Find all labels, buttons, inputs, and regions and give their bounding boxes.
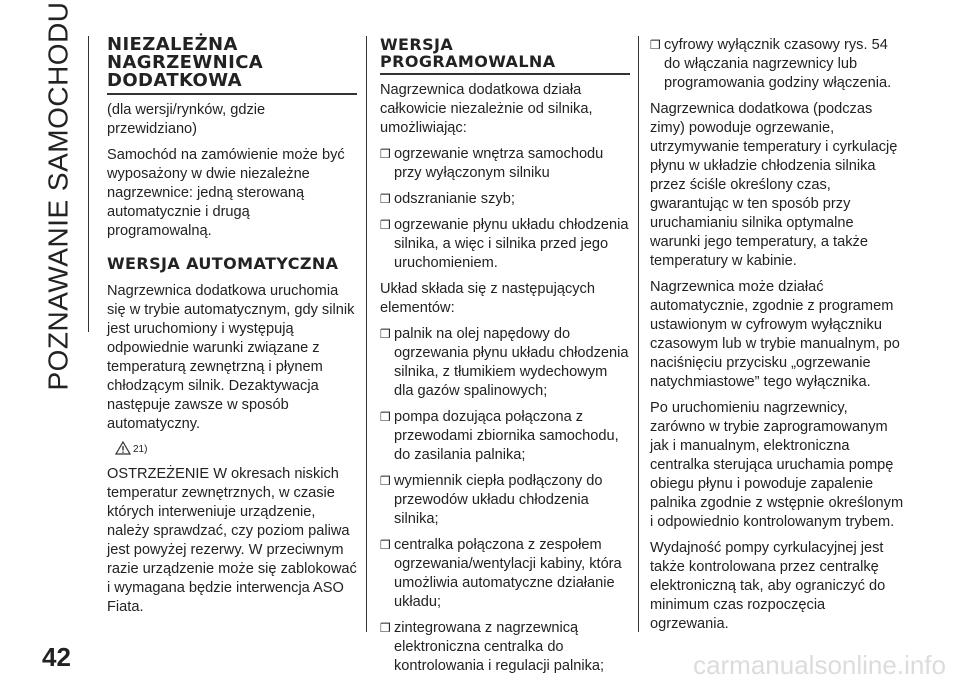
list-item-text: zintegrowana z nagrzewnicą elektroniczna centralka do kontrolowania i regulacji palnika; (394, 619, 605, 674)
checkbox-bullet-icon: ❒ (380, 217, 391, 232)
components-list (380, 325, 630, 676)
column-divider-2 (638, 36, 639, 632)
warning-reference (115, 441, 357, 455)
warning-triangle-icon (115, 441, 131, 455)
list-item (380, 408, 630, 465)
checkbox-bullet-icon: ❒ (380, 537, 391, 552)
checkbox-bullet-icon: ❒ (380, 146, 391, 161)
title-underline (107, 93, 357, 95)
side-divider (88, 36, 89, 332)
paragraph: Po uruchomieniu nagrzewnicy, zarówno w trybie zaprogramowanym jak i manualnym, elektroniczna centralka sterująca uruchamia pompę obiegu płynu i powoduje zapalenie palnika zgodnie z wstępnie określonym i odpowiednio kontrolowanym trybem. (650, 400, 904, 530)
list-item-text: palnik na olej napędowy do ogrzewania płynu układu chłodzenia silnika, z tłumikiem wydechowym dla gazów spalinowych; (394, 325, 629, 399)
intro-paragraph: Samochód na zamówienie może być wyposażony w dwie niezależne nagrzewnice: jedną sterowaną automatycznie i drugą programowalną. (107, 146, 345, 239)
programmable-intro: Nagrzewnica dodatkowa działa całkowicie niezależnie od silnika, umożliwiając: (380, 81, 593, 136)
page-number: 42 (42, 642, 71, 672)
column-left (107, 36, 357, 624)
list-item-text: cyfrowy wyłącznik czasowy rys. 54 do włączania nagrzewnicy lub programowania godziny włączenia. (664, 37, 892, 91)
list-item-text: odszranianie szyb; (394, 190, 515, 207)
programmable-version-heading: WERSJA PROGRAMOWALNA (380, 35, 556, 71)
list-item (650, 36, 906, 93)
availability-note: (dla wersji/rynków, gdzie przewidziano) (107, 101, 266, 137)
paragraph: Nagrzewnica dodatkowa (podczas zimy) powoduje ogrzewanie, utrzymywanie temperatury i cyrkulację płynu w układzie chłodzenia silnika przez ściśle określony czas, gwarantując w ten sposób przy uruchamianiu silnika optymalne warunki jego temperatury, a także temperatury w kabinie. (650, 101, 898, 269)
list-item-text: wymiennik ciepła podłączony do przewodów układu chłodzenia silnika; (394, 472, 603, 527)
warning-reference-number: 21) (133, 443, 148, 455)
checkbox-bullet-icon: ❒ (380, 409, 391, 424)
list-item (380, 472, 630, 529)
column-middle (380, 36, 630, 683)
paragraph: Wydajność pompy cyrkulacyjnej jest także kontrolowana przez centralkę elektroniczną tak, aby ograniczyć do minimum czas rozpoczęcia ogrzewania. (650, 540, 886, 632)
column-divider-1 (366, 36, 367, 632)
list-item-text: ogrzewanie wnętrza samochodu przy wyłączonym silniku (394, 145, 604, 181)
components-intro: Układ składa się z następujących elementów: (380, 280, 595, 316)
paragraph: Nagrzewnica może działać automatycznie, zgodnie z programem ustawionym w cyfrowym wyłączniku czasowym lub w trybie manualnym, po naciśnięciu przycisku „ogrzewanie natychmiastowe” tego wyłącznika. (650, 279, 900, 390)
automatic-version-text: Nagrzewnica dodatkowa uruchomia się w trybie automatycznym, gdy silnik jest uruchomiony i występują odpowiednie warunki związane z temperaturą zewnętrzną i płynem chłodzącym silnik. Dezaktywacja następuje zawsze w sposób automatyczny. (107, 282, 355, 432)
functions-list (380, 145, 630, 273)
list-item-text: centralka połączona z zespołem ogrzewania/wentylacji kabiny, która umożliwia automatyczne działanie układu; (394, 536, 622, 610)
checkbox-bullet-icon: ❒ (380, 473, 391, 488)
checkbox-bullet-icon: ❒ (650, 38, 661, 52)
warning-text: OSTRZEŻENIE W okresach niskich temperatur zewnętrznych, w czasie których interweniuje urządzenie, należy sprawdzać, czy poziom paliwa jest powyżej rezerwy. W przeciwnym razie urządzenie może się zablokować i wymagana będzie interwencja ASO Fiata. (107, 465, 357, 615)
list-item (380, 536, 630, 612)
checkbox-bullet-icon: ❒ (380, 326, 391, 341)
checkbox-bullet-icon: ❒ (380, 620, 391, 635)
chapter-side-tab-label: POZNAWANIE SAMOCHODU (43, 1, 74, 391)
section-title: NIEZALEŻNA NAGRZEWNICA DODATKOWA (107, 34, 264, 91)
description-paragraphs (650, 100, 906, 634)
list-item (380, 190, 630, 209)
heading-underline (380, 73, 630, 75)
list-item-text: pompa dozująca połączona z przewodami zbiornika samochodu, do zasilania palnika; (394, 408, 619, 463)
column-right (650, 36, 906, 641)
automatic-version-heading: WERSJA AUTOMATYCZNA (107, 253, 339, 273)
list-item (380, 325, 630, 401)
checkbox-bullet-icon: ❒ (380, 191, 391, 206)
list-item (380, 619, 630, 676)
chapter-side-tab (36, 1, 82, 391)
list-item (380, 145, 630, 183)
watermark: carmanualsonline.info (693, 650, 946, 680)
list-item (380, 216, 630, 273)
list-item-text: ogrzewanie płynu układu chłodzenia silnika, a więc i silnika przed jego uruchomieniem. (394, 216, 629, 271)
